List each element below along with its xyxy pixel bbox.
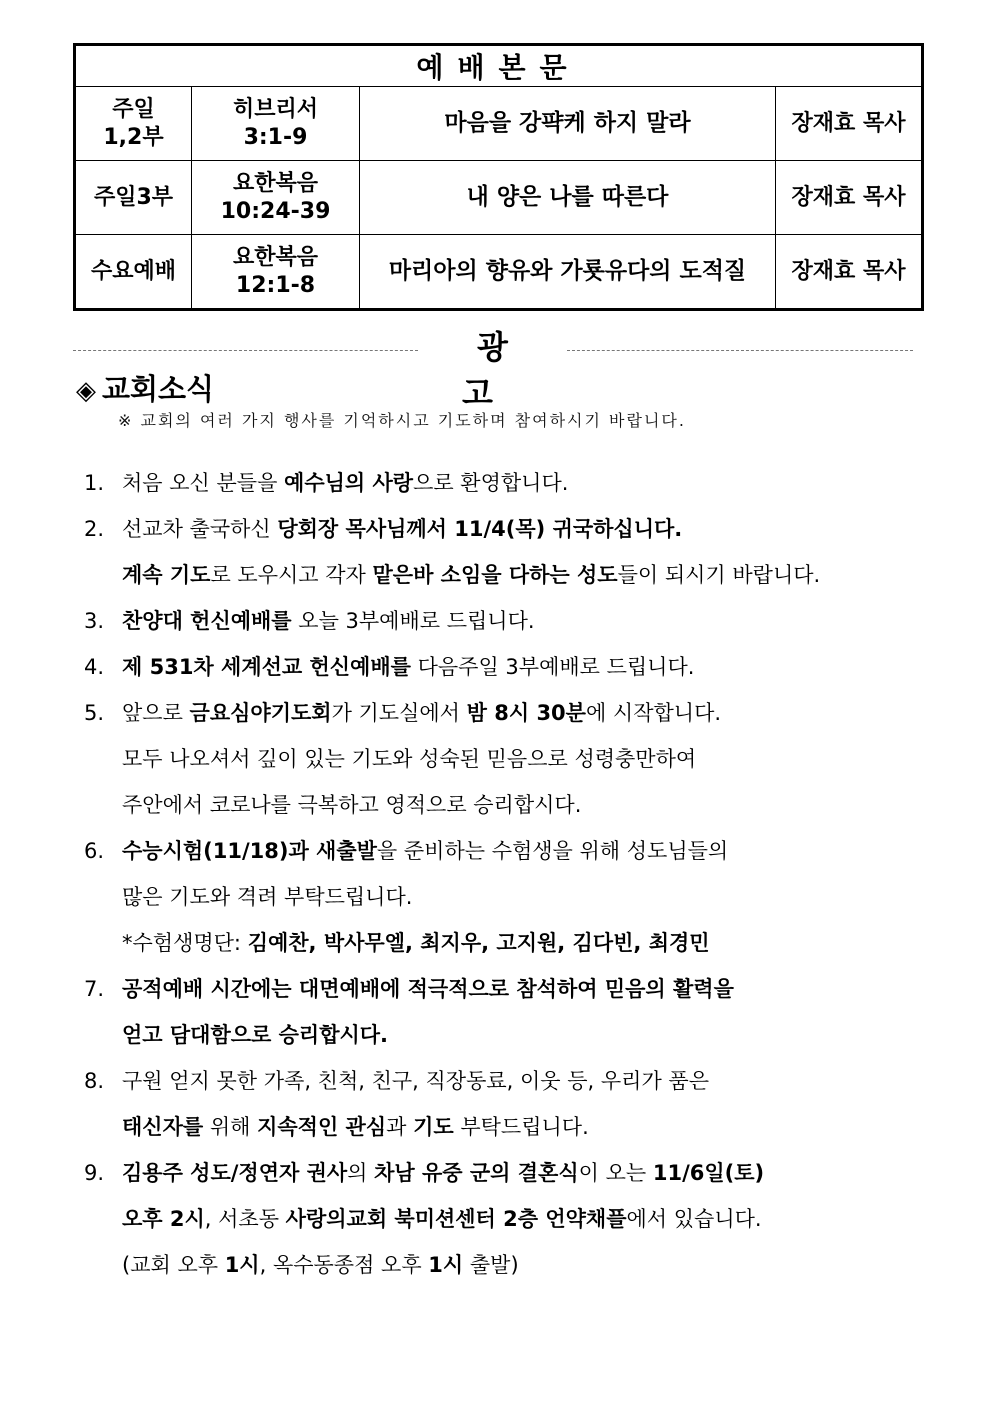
list-item-line xyxy=(84,874,964,920)
service-cell: 수요예배 xyxy=(75,235,192,310)
item-text: (교회 오후 xyxy=(122,1253,225,1277)
sermon-title-cell: 내 양은 나를 따른다 xyxy=(360,161,776,235)
emphasis-text: 얻고 담대함으로 승리합시다. xyxy=(122,1023,389,1047)
emphasis-text: 기도 xyxy=(413,1115,454,1139)
item-number: 2. xyxy=(84,517,105,541)
emphasis-text: 1시 xyxy=(224,1253,260,1277)
emphasis-text: 예수님의 사랑 xyxy=(284,471,414,495)
item-text: *수험생명단: xyxy=(122,931,248,955)
emphasis-text: 계속 기도 xyxy=(122,563,211,587)
item-text: 오늘 3부예배로 드립니다. xyxy=(291,609,535,633)
list-item xyxy=(84,1150,964,1288)
item-text: 의 xyxy=(347,1161,375,1185)
section-note: ※ 교회의 여러 가지 행사를 기억하시고 기도하며 참여하시기 바랍니다. xyxy=(118,411,686,430)
item-number: 7. xyxy=(84,977,105,1001)
list-item-line xyxy=(84,690,964,736)
item-text: 가 기도실에서 xyxy=(331,701,467,725)
list-item xyxy=(84,828,964,966)
item-text: , 서초동 xyxy=(204,1207,286,1231)
preacher-cell: 장재효 목사 xyxy=(776,87,923,161)
item-text: 처음 오신 분들을 xyxy=(122,471,285,495)
item-number: 3. xyxy=(84,609,105,633)
item-number: 4. xyxy=(84,655,105,679)
scripture-cell: 히브리서 3:1-9 xyxy=(192,87,360,161)
item-text: 선교차 출국하신 xyxy=(122,517,278,541)
emphasis-text: 공적예배 시간에는 대면예배에 적극적으로 참석하여 믿음의 활력을 xyxy=(122,977,734,1001)
divider-left xyxy=(73,350,418,351)
announcement-list xyxy=(84,460,964,1288)
item-text: 에 시작합니다. xyxy=(585,701,722,725)
list-item-line xyxy=(84,736,964,782)
preacher-cell: 장재효 목사 xyxy=(776,161,923,235)
item-text: 부탁드립니다. xyxy=(453,1115,589,1139)
item-text: 에서 있습니다. xyxy=(626,1207,762,1231)
sermon-row xyxy=(75,161,923,235)
sermon-table xyxy=(73,43,924,311)
list-item xyxy=(84,644,964,690)
list-item xyxy=(84,598,964,644)
list-item-line xyxy=(84,460,964,506)
emphasis-text: 오후 2시 xyxy=(122,1207,205,1231)
list-item-line xyxy=(84,1242,964,1288)
emphasis-text: 사랑의교회 북미션센터 2층 언약채플 xyxy=(285,1207,627,1231)
section-title xyxy=(76,367,214,408)
list-item xyxy=(84,690,964,828)
item-number: 6. xyxy=(84,839,105,863)
item-text: 많은 기도와 격려 부탁드립니다. xyxy=(122,885,413,909)
item-number: 5. xyxy=(84,701,105,725)
service-cell: 주일3부 xyxy=(75,161,192,235)
emphasis-text: 수능시험(11/18)과 새출발 xyxy=(122,839,377,863)
scripture-cell: 요한복음 12:1-8 xyxy=(192,235,360,310)
sermon-row xyxy=(75,235,923,310)
item-text: 앞으로 xyxy=(122,701,190,725)
sermon-title-cell: 마음을 강퍅케 하지 말라 xyxy=(360,87,776,161)
emphasis-text: 지속적인 관심 xyxy=(257,1115,387,1139)
list-item-line xyxy=(84,828,964,874)
emphasis-text: 김예찬, 박사무엘, 최지우, 고지원, 김다빈, 최경민 xyxy=(247,931,710,955)
item-text: , 옥수동종점 오후 xyxy=(259,1253,429,1277)
list-item-line xyxy=(84,598,964,644)
emphasis-text: 1시 xyxy=(428,1253,464,1277)
item-text: 들이 되시기 바랍니다. xyxy=(617,563,821,587)
divider-right xyxy=(567,350,913,351)
emphasis-text: 밤 8시 30분 xyxy=(466,701,586,725)
emphasis-text: 당회장 목사님께서 11/4(목) 귀국하십니다. xyxy=(277,517,683,541)
item-text: 모두 나오셔서 깊이 있는 기도와 성숙된 믿음으로 성령충만하여 xyxy=(122,747,697,771)
sermon-table-title: 예배본문 xyxy=(75,45,923,87)
list-item xyxy=(84,460,964,506)
list-item-line xyxy=(84,782,964,828)
sermon-title-cell: 마리아의 향유와 가룟유다의 도적질 xyxy=(360,235,776,310)
item-text: 주안에서 코로나를 극복하고 영적으로 승리합시다. xyxy=(122,793,582,817)
item-text: 로 도우시고 각자 xyxy=(210,563,373,587)
item-text: 으로 환영합니다. xyxy=(413,471,569,495)
emphasis-text: 차남 유중 군의 결혼식 xyxy=(374,1161,579,1185)
item-text: 구원 얻지 못한 가족, 친척, 친구, 직장동료, 이웃 등, 우리가 품은 xyxy=(122,1069,709,1093)
item-text: 출발) xyxy=(463,1253,519,1277)
emphasis-text: 김용주 성도/정연자 권사 xyxy=(122,1161,348,1185)
list-item-line xyxy=(84,1058,964,1104)
item-text: 이 오는 xyxy=(578,1161,653,1185)
list-item-line xyxy=(84,552,964,598)
list-item xyxy=(84,966,964,1058)
list-item-line xyxy=(84,966,964,1012)
list-item xyxy=(84,506,964,598)
emphasis-text: 11/6일(토) xyxy=(652,1161,765,1185)
sermon-row xyxy=(75,87,923,161)
item-number: 8. xyxy=(84,1069,105,1093)
item-number: 9. xyxy=(84,1161,105,1185)
section-title-text: 교회소식 xyxy=(102,372,215,406)
list-item-line xyxy=(84,506,964,552)
list-item-line xyxy=(84,920,964,966)
item-text: 을 준비하는 수험생을 위해 성도님들의 xyxy=(376,839,729,863)
emphasis-text: 태신자를 xyxy=(122,1115,204,1139)
item-number: 1. xyxy=(84,471,105,495)
emphasis-text: 금요심야기도회 xyxy=(189,701,332,725)
diamond-icon: ◈ xyxy=(76,376,96,406)
service-cell: 주일 1,2부 xyxy=(75,87,192,161)
scripture-cell: 요한복음 10:24-39 xyxy=(192,161,360,235)
emphasis-text: 제 531차 세계선교 헌신예배를 xyxy=(122,655,411,679)
list-item-line xyxy=(84,1104,964,1150)
emphasis-text: 맡은바 소임을 다하는 성도 xyxy=(372,563,618,587)
item-text: 위해 xyxy=(203,1115,258,1139)
ad-heading-title: 광고 xyxy=(462,328,538,412)
list-item xyxy=(84,1058,964,1150)
list-item-line xyxy=(84,1196,964,1242)
emphasis-text: 찬양대 헌신예배를 xyxy=(122,609,292,633)
item-text: 과 xyxy=(386,1115,414,1139)
list-item-line xyxy=(84,1012,964,1058)
item-text: 다음주일 3부예배로 드립니다. xyxy=(410,655,695,679)
list-item-line xyxy=(84,1150,964,1196)
preacher-cell: 장재효 목사 xyxy=(776,235,923,310)
list-item-line xyxy=(84,644,964,690)
